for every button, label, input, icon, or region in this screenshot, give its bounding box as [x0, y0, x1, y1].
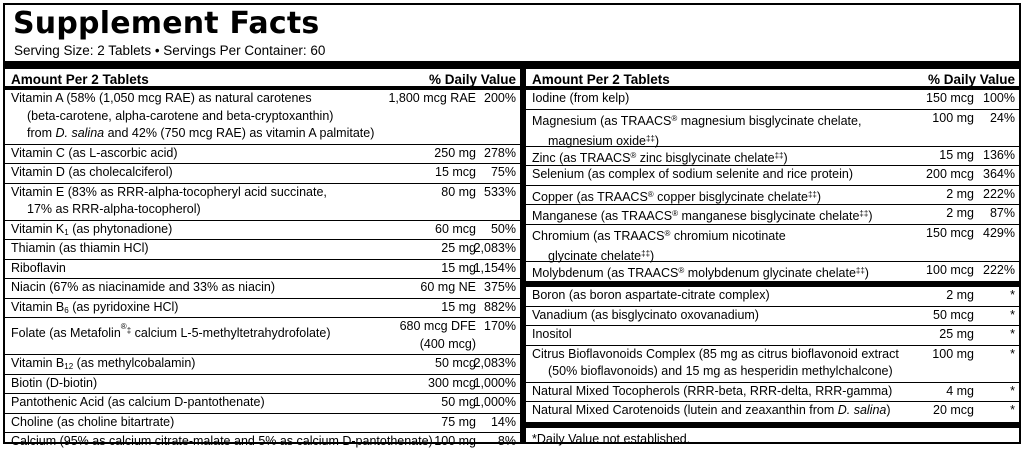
nutrient-amount: 2 mg	[946, 186, 974, 201]
nutrient-dv: 222%	[983, 262, 1015, 277]
nutrient-row	[5, 221, 520, 241]
dv-header: % Daily Value	[927, 72, 1015, 87]
nutrient-dv: 222%	[983, 186, 1015, 201]
nutrient-dv: 533%	[484, 184, 516, 199]
nutrient-row	[5, 433, 520, 453]
nutrient-dv: *	[1010, 346, 1015, 361]
nutrient-row	[526, 402, 1019, 422]
nutrient-amount: 250 mg	[434, 145, 476, 160]
nutrient-amount: 2 mg	[946, 288, 974, 302]
nutrient-dv: *	[1010, 327, 1015, 341]
nutrient-dv: 278%	[484, 145, 516, 160]
amount-header: Amount Per 2 Tablets	[532, 72, 670, 87]
nutrient-name: Vitamin C (as L-ascorbic acid)	[11, 145, 178, 160]
nutrient-amount: 100 mg	[932, 110, 974, 125]
nutrient-amount: 2 mg	[946, 206, 974, 220]
nutrient-name: Choline (as choline bitartrate)	[11, 414, 175, 429]
nutrient-amount: 4 mg	[946, 383, 974, 398]
nutrient-name: Vanadium (as bisglycinato oxovanadium)	[532, 307, 759, 322]
nutrient-name: Calcium (95% as calcium citrate-malate and 5% as calcium D-pantothenate)	[11, 434, 433, 448]
nutrient-amount: 100 mg	[932, 346, 974, 361]
nutrient-name: Folate (as Metafolin®‡ calcium L-5-methyltetrahydrofolate)	[11, 322, 331, 340]
nutrient-row	[526, 166, 1019, 186]
nutrient-dv: 14%	[490, 414, 516, 429]
nutrient-row	[5, 299, 520, 319]
nutrient-amount: 50 mg	[441, 395, 476, 409]
nutrient-amount: 25 mg	[939, 327, 974, 341]
nutrient-name: Selenium (as complex of sodium selenite and rice protein)	[532, 167, 853, 181]
nutrient-name: Manganese (as TRAACS® manganese bisglycinate chelate‡‡)	[532, 209, 873, 223]
nutrient-name: Natural Mixed Tocopherols (RRR-beta, RRR-delta, RRR-gamma)	[532, 383, 893, 398]
right-column	[526, 69, 1019, 448]
nutrient-row	[526, 110, 1019, 147]
nutrient-amount: 300 mcg	[428, 375, 476, 390]
right-nutrient-list	[526, 90, 1019, 281]
nutrient-name: Boron (as boron aspartate-citrate complex)	[532, 288, 770, 302]
nutrient-dv: *	[1010, 288, 1015, 302]
footnote: *Daily Value not established.	[532, 431, 691, 446]
nutrient-dv: 1,000%	[473, 395, 516, 409]
nutrient-name: Niacin (67% as niacinamide and 33% as niacin)	[11, 280, 276, 294]
nutrient-row	[5, 279, 520, 299]
nutrient-dv: 429%	[983, 225, 1015, 240]
nutrient-amount: 15 mg	[441, 260, 476, 275]
panel-title: Supplement Facts	[13, 6, 320, 41]
nutrient-name: Magnesium (as TRAACS® magnesium bisglycinate chelate, magnesium oxide‡‡)	[532, 113, 862, 148]
nutrient-dv: 1,154%	[473, 260, 516, 275]
nutrient-row	[526, 147, 1019, 167]
nutrient-row	[526, 90, 1019, 110]
nutrient-row	[5, 164, 520, 184]
nutrient-amount: 200 mcg	[926, 167, 974, 181]
nutrient-name: Vitamin A (58% (1,050 mcg RAE) as natural carotenes (beta-carotene, alpha-carotene and beta-cryptoxanthin) from D. salina and 42% (750 mcg RAE) as vitamin A palmitate)	[11, 91, 375, 140]
nutrient-row	[526, 205, 1019, 225]
nutrient-dv: 100%	[983, 91, 1015, 105]
nutrient-row	[526, 383, 1019, 403]
nutrient-dv: *	[1010, 307, 1015, 322]
nutrient-row	[5, 145, 520, 165]
nutrient-name: Pantothenic Acid (as calcium D-pantothenate)	[11, 395, 265, 409]
nutrient-dv: 375%	[484, 280, 516, 294]
nutrient-amount: 100 mg	[434, 434, 476, 448]
nutrient-amount: 80 mg	[441, 184, 476, 199]
nutrient-amount: 150 mcg	[926, 225, 974, 240]
nutrient-name: Vitamin E (83% as RRR-alpha-tocopheryl acid succinate, 17% as RRR-alpha-tocopherol)	[11, 184, 327, 216]
nutrient-name: Molybdenum (as TRAACS® molybdenum glycinate chelate‡‡)	[532, 265, 869, 280]
nutrient-row	[5, 260, 520, 280]
nutrient-row	[526, 262, 1019, 282]
dv-header: % Daily Value	[428, 72, 516, 87]
nutrient-name: Inositol	[532, 327, 572, 341]
nutrient-name: Vitamin $B_6$ (as pyridoxine HCl)	[11, 299, 179, 315]
right-other-list	[526, 287, 1019, 422]
nutrient-dv: 882%	[484, 299, 516, 314]
thick-rule	[5, 61, 1019, 69]
nutrient-dv: 2,083%	[473, 356, 516, 370]
nutrient-dv: 50%	[490, 221, 516, 236]
nutrient-amount: 15 mg	[441, 299, 476, 314]
nutrient-name: Copper (as TRAACS® copper bisglycinate chelate‡‡)	[532, 189, 822, 204]
nutrient-row	[5, 318, 520, 355]
nutrient-name: Vitamin $K_1$ (as phytonadione)	[11, 221, 173, 237]
nutrient-dv: 364%	[983, 167, 1015, 181]
nutrient-row	[5, 394, 520, 414]
nutrient-amount: 50 mcg	[435, 356, 476, 370]
nutrient-dv: 2,083%	[473, 241, 516, 255]
nutrient-name: Iodine (from kelp)	[532, 91, 630, 105]
nutrient-dv: *	[1010, 403, 1015, 417]
nutrient-row	[526, 186, 1019, 206]
nutrient-name: Chromium (as TRAACS® chromium nicotinate glycinate chelate‡‡)	[532, 228, 786, 263]
nutrient-dv: 24%	[989, 110, 1015, 125]
nutrient-amount: 15 mg	[939, 147, 974, 162]
nutrient-amount: 15 mcg	[435, 165, 476, 179]
right-header	[526, 69, 1019, 90]
nutrient-amount: 1,800 mcg RAE	[388, 91, 476, 105]
nutrient-amount: 60 mg NE	[420, 280, 476, 294]
nutrient-row	[5, 414, 520, 434]
nutrient-dv: 75%	[490, 165, 516, 179]
nutrient-row	[526, 346, 1019, 383]
left-column	[5, 69, 520, 453]
nutrient-amount: 50 mcg	[933, 307, 974, 322]
nutrient-name: Riboflavin	[11, 260, 66, 275]
nutrient-row	[526, 307, 1019, 327]
nutrient-name: Vitamin D (as cholecalciferol)	[11, 165, 173, 179]
nutrient-dv: 200%	[484, 91, 516, 105]
nutrient-row	[5, 355, 520, 375]
nutrient-amount: 680 mcg DFE (400 mcg)	[399, 319, 476, 351]
nutrient-amount: 25 mg	[441, 241, 476, 255]
nutrient-row	[526, 326, 1019, 346]
nutrient-name: Thiamin (as thiamin HCl)	[11, 241, 149, 255]
nutrient-amount: 20 mcg	[933, 403, 974, 417]
nutrient-name: Natural Mixed Carotenoids (lutein and zeaxanthin from D. salina)	[532, 403, 891, 417]
serving-info: Serving Size: 2 Tablets • Servings Per Container: 60	[14, 43, 326, 58]
supplement-facts-panel	[3, 3, 1021, 448]
nutrient-row	[526, 287, 1019, 307]
nutrient-name: Citrus Bioflavonoids Complex (85 mg as citrus bioflavonoid extract (50% bioflavonoids) and 15 mg as hesperidin methylchalcone)	[532, 346, 899, 378]
nutrient-row	[5, 375, 520, 395]
nutrient-row	[526, 225, 1019, 262]
nutrient-amount: 60 mcg	[435, 221, 476, 236]
nutrient-row	[5, 90, 520, 145]
nutrient-dv: 1,000%	[473, 375, 516, 390]
nutrient-dv: 136%	[983, 147, 1015, 162]
nutrient-dv: 170%	[484, 319, 516, 333]
amount-header: Amount Per 2 Tablets	[11, 72, 149, 87]
left-header	[5, 69, 520, 90]
nutrient-row	[5, 184, 520, 221]
nutrient-name: Biotin (D-biotin)	[11, 375, 98, 390]
nutrient-amount: 75 mg	[441, 414, 476, 429]
nutrient-name: Vitamin $B_{12}$ (as methylcobalamin)	[11, 356, 196, 371]
nutrient-dv: *	[1010, 383, 1015, 398]
nutrient-amount: 100 mcg	[926, 262, 974, 277]
left-nutrient-list	[5, 90, 520, 453]
nutrient-dv: 8%	[497, 434, 516, 448]
nutrient-name: Zinc (as TRAACS® zinc bisglycinate chelate‡‡)	[532, 150, 788, 165]
nutrient-row	[5, 240, 520, 260]
nutrient-dv: 87%	[989, 206, 1015, 220]
nutrient-amount: 150 mcg	[926, 91, 974, 105]
